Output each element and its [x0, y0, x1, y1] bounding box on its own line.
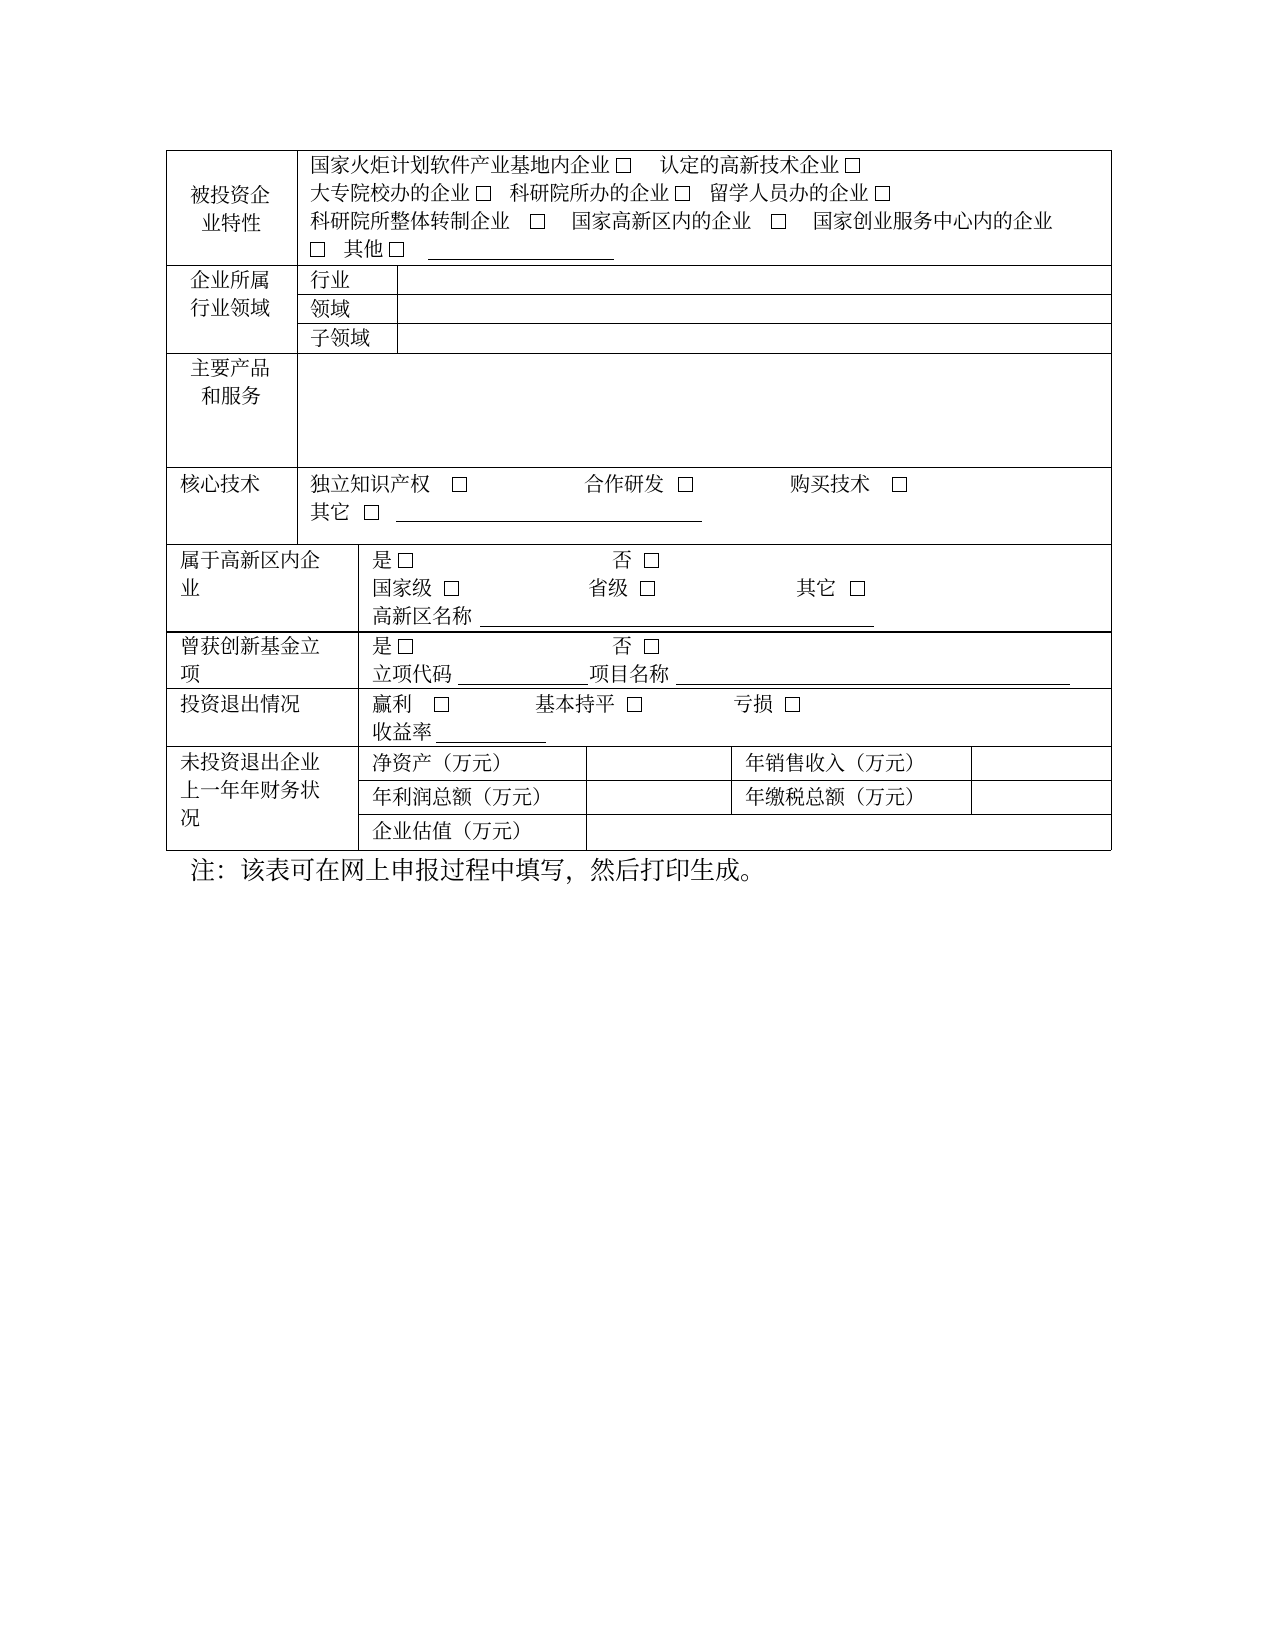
- products-input[interactable]: [298, 354, 1110, 466]
- option-institute: 科研院所办的企业: [509, 181, 670, 205]
- in-zone-yes: [372, 548, 413, 572]
- project-name-label: 项目名称: [589, 662, 669, 686]
- option-provincial: 省级: [588, 576, 628, 600]
- option-national: 国家级: [372, 576, 432, 600]
- checkbox-torch-base[interactable]: [616, 158, 631, 173]
- characteristics-line1: [310, 153, 860, 177]
- checkbox-other-zone[interactable]: [850, 581, 865, 596]
- core-tech-label: 核心技术: [180, 472, 260, 496]
- field-input[interactable]: [398, 295, 1110, 322]
- option-returnee: 留学人员办的企业: [708, 181, 869, 205]
- checkbox-own-ip[interactable]: [452, 477, 467, 492]
- checkbox-cooperative[interactable]: [678, 477, 693, 492]
- core-tech-purchased: [790, 472, 907, 496]
- industry-row-label: 行业: [310, 268, 350, 292]
- return-rate-blank[interactable]: [436, 742, 546, 743]
- option-incubator: 国家创业服务中心内的企业: [812, 209, 1053, 233]
- checkbox-profit[interactable]: [434, 697, 449, 712]
- checkbox-restructured[interactable]: [530, 214, 545, 229]
- project-code-blank[interactable]: [458, 684, 588, 685]
- in-zone-provincial: [588, 576, 655, 600]
- label-column-divider: [358, 544, 359, 850]
- core-tech-line1: [310, 472, 467, 496]
- checkbox-institute[interactable]: [675, 186, 690, 201]
- industry-label-line1: 企业所属: [190, 268, 270, 292]
- checkbox-purchased[interactable]: [892, 477, 907, 492]
- valuation-label: 企业估值（万元）: [372, 819, 532, 843]
- total-profit-label: 年利润总额（万元）: [372, 785, 552, 809]
- characteristics-line2: [310, 181, 890, 205]
- option-loss: 亏损: [733, 692, 773, 716]
- return-rate-label: 收益率: [372, 720, 432, 744]
- label-column-divider: [297, 150, 298, 544]
- annual-sales-label: 年销售收入（万元）: [745, 751, 925, 775]
- net-assets-label: 净资产（万元）: [372, 751, 512, 775]
- option-yes: 是: [372, 548, 392, 572]
- row-divider: [166, 544, 1111, 545]
- option-cooperative: 合作研发: [584, 472, 664, 496]
- checkbox-college[interactable]: [476, 186, 491, 201]
- project-name-blank[interactable]: [676, 684, 1070, 685]
- checkbox-other[interactable]: [389, 242, 404, 257]
- checkbox-hightech[interactable]: [845, 158, 860, 173]
- footnote: 注：该表可在网上申报过程中填写，然后打印生成。: [190, 856, 766, 885]
- fund-yes: [372, 634, 413, 658]
- checkbox-breakeven[interactable]: [627, 697, 642, 712]
- checkbox-returnee[interactable]: [875, 186, 890, 201]
- option-torch-base: 国家火炬计划软件产业基地内企业: [310, 153, 610, 177]
- field-row-label: 领域: [310, 297, 350, 321]
- fund-label-line2: 项: [180, 662, 200, 686]
- option-own-ip: 独立知识产权: [310, 472, 430, 496]
- subfield-row-label: 子领域: [310, 326, 370, 350]
- table-border-bottom: [166, 850, 1111, 851]
- option-college: 大专院校办的企业: [310, 181, 470, 205]
- checkbox-loss[interactable]: [785, 697, 800, 712]
- in-zone-label-line1: 属于高新区内企: [180, 548, 320, 572]
- row-divider: [166, 688, 1111, 689]
- option-other-zone: 其它: [796, 576, 836, 600]
- financial-mid-divider: [731, 746, 732, 814]
- annual-sales-input[interactable]: [972, 747, 1110, 779]
- total-profit-input[interactable]: [587, 781, 730, 813]
- option-other: 其他: [343, 237, 384, 261]
- option-fund-yes: 是: [372, 634, 392, 658]
- option-purchased: 购买技术: [790, 472, 870, 496]
- checkbox-zone-yes[interactable]: [398, 553, 413, 568]
- annual-tax-label: 年缴税总额（万元）: [745, 785, 925, 809]
- table-border-left: [166, 150, 167, 850]
- characteristics-line3: [310, 209, 1053, 233]
- characteristics-label-line1: 被投资企: [190, 183, 270, 207]
- exit-profit: [372, 692, 449, 716]
- option-zone: 国家高新区内的企业: [571, 209, 752, 233]
- zone-name-blank[interactable]: [480, 626, 874, 627]
- characteristics-line4: [310, 237, 404, 261]
- financials-label-line2: 上一年年财务状: [180, 778, 320, 802]
- fund-no: [612, 634, 659, 658]
- option-fund-no: 否: [612, 634, 632, 658]
- industry-label-line2: 行业领域: [190, 296, 270, 320]
- option-profit: 赢利: [372, 692, 412, 716]
- checkbox-zone-no[interactable]: [644, 553, 659, 568]
- option-no: 否: [612, 548, 632, 572]
- checkbox-fund-yes[interactable]: [398, 639, 413, 654]
- products-label-line2: 和服务: [201, 384, 261, 408]
- checkbox-zone[interactable]: [771, 214, 786, 229]
- checkbox-fund-no[interactable]: [644, 639, 659, 654]
- annual-tax-input[interactable]: [972, 781, 1110, 813]
- exit-breakeven: [535, 692, 642, 716]
- option-other-tech: 其它: [310, 500, 350, 524]
- financials-label-line1: 未投资退出企业: [180, 750, 320, 774]
- checkbox-other-tech[interactable]: [364, 505, 379, 520]
- characteristics-label-line2: 业特性: [201, 211, 261, 235]
- subfield-input[interactable]: [398, 324, 1110, 352]
- row-divider: [166, 467, 1111, 468]
- in-zone-no: [612, 548, 659, 572]
- option-hightech: 认定的高新技术企业: [659, 153, 840, 177]
- project-code-label: 立项代码: [372, 662, 452, 686]
- zone-name-label: 高新区名称: [372, 604, 472, 628]
- in-zone-national: [372, 576, 459, 600]
- checkbox-provincial[interactable]: [640, 581, 655, 596]
- exit-label: 投资退出情况: [180, 692, 300, 716]
- checkbox-national[interactable]: [444, 581, 459, 596]
- row-divider: [166, 631, 1111, 633]
- other-characteristic-blank[interactable]: [428, 259, 614, 260]
- in-zone-label-line2: 业: [180, 576, 200, 600]
- financials-label-line3: 况: [180, 806, 200, 830]
- core-tech-cooperative: [584, 472, 693, 496]
- industry-input[interactable]: [398, 266, 1110, 293]
- core-tech-line2: [310, 500, 379, 524]
- other-tech-blank[interactable]: [396, 521, 702, 522]
- valuation-input[interactable]: [587, 815, 1110, 849]
- option-restructured: 科研院所整体转制企业: [310, 209, 510, 233]
- option-breakeven: 基本持平: [535, 692, 615, 716]
- products-label-line1: 主要产品: [190, 356, 270, 380]
- table-border-top: [166, 150, 1111, 151]
- checkbox-incubator[interactable]: [310, 242, 325, 257]
- fund-label-line1: 曾获创新基金立: [180, 634, 320, 658]
- table-border-right: [1111, 150, 1112, 850]
- in-zone-other: [796, 576, 865, 600]
- net-assets-input[interactable]: [587, 747, 730, 779]
- exit-loss: [733, 692, 800, 716]
